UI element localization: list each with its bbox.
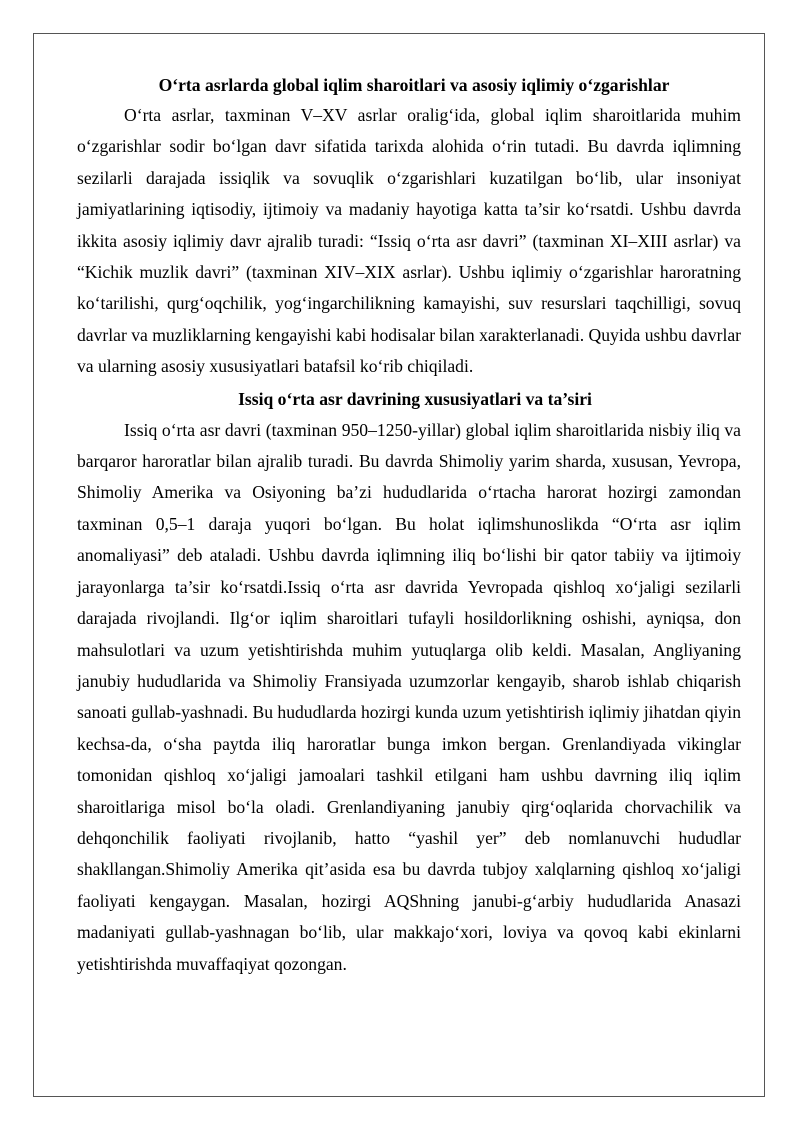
section-heading: Issiq o‘rta asr davrining xususiyatlari va ta’siri <box>238 388 592 409</box>
intro-paragraph: O‘rta asrlar, taxminan V–XV asrlar oralig‘ida, global iqlim sharoitlarida muhim o‘zgarishlar sodir bo‘lgan davr sifatida tarixda alohida o‘rin tutadi. Bu davrda iqlimning sezilarli darajada issiqlik va sovuqlik o‘zgarishlari kuzatilgan bo‘lib, ular insoniyat jamiyatlarining iqtisodiy, ijtimoiy va madaniy hayotiga katta ta’sir ko‘rsatdi. Ushbu davrda ikkita asosiy iqlimiy davr ajralib turadi: “Issiq o‘rta asr davri” (taxminan XI–XIII asrlar) va “Kichik muzlik davri” (taxminan XIV–XIX asrlar). Ushbu iqlimiy o‘zgarishlar haroratning ko‘tarilishi, qurg‘oqchilik, yog‘ingarchilikning kamayishi, suv resurslari taqchilligi, sovuq davrlar va muzliklarning kengayishi kabi hodisalar bilan xarakterlanadi. Quyida ushbu davrlar va ularning asosiy xususiyatlari batafsil ko‘rib chiqiladi. <box>77 105 741 377</box>
section-paragraph: Issiq o‘rta asr davri (taxminan 950–1250-yillar) global iqlim sharoitlarida nisbiy iliq va barqaror haroratlar bilan ajralib turadi. Bu davrda Shimoliy yarim sharda, xususan, Yevropa, Shimoliy Amerika va Osiyoning ba’zi hududlarida o‘rtacha harorat hozirgi zamondan taxminan 0,5–1 daraja yuqori bo‘lgan. Bu holat iqlimshunoslikda “O‘rta asr iqlim anomaliyasi” deb ataladi. Ushbu davrda iqlimning iliq bo‘lishi bir qator tabiiy va ijtimoiy jarayonlarga ta’sir ko‘rsatdi.Issiq o‘rta asr davrida Yevropada qishloq xo‘jaligi sezilarli darajada rivojlandi. Ilg‘or iqlim sharoitlari tufayli hosildorlikning oshishi, ayniqsa, don mahsulotlari va uzum yetishtirishda muhim yutuqlarga olib keldi. Masalan, Angliyaning janubiy hududlarida va Shimoliy Fransiyada uzumzorlar kengayib, sharob ishlab chiqarish sanoati gullab-yashnadi. Bu hududlarda hozirgi kunda uzum yetishtirish iqlimiy jihatdan qiyin kechsa-da, o‘sha paytda iliq haroratlar bunga imkon bergan. Grenlandiyada vikinglar tomonidan qishloq xo‘jaligi jamoalari tashkil etilgani ham ushbu davrning iliq iqlim sharoitlariga misol bo‘la oladi. Grenlandiyaning janubiy qirg‘oqlarida chorvachilik va dehqonchilik faoliyati rivojlanib, hatto “yashil yer” deb nomlanuvchi hududlar shakllangan.Shimoliy Amerika qit’asida esa bu davrda tubjoy xalqlarning qishloq xo‘jaligi faoliyati kengaygan. Masalan, hozirgi AQShning janubi-g‘arbiy hududlarida Anasazi madaniyati gullab-yashnagan bo‘lib, ular makkajo‘xori, loviya va qovoq kabi ekinlarni yetishtirishda muvaffaqiyat qozongan. <box>77 419 741 974</box>
document-body <box>77 70 741 980</box>
document-title: O‘rta asrlarda global iqlim sharoitlari va asosiy iqlimiy o‘zgarishlar <box>158 75 670 95</box>
